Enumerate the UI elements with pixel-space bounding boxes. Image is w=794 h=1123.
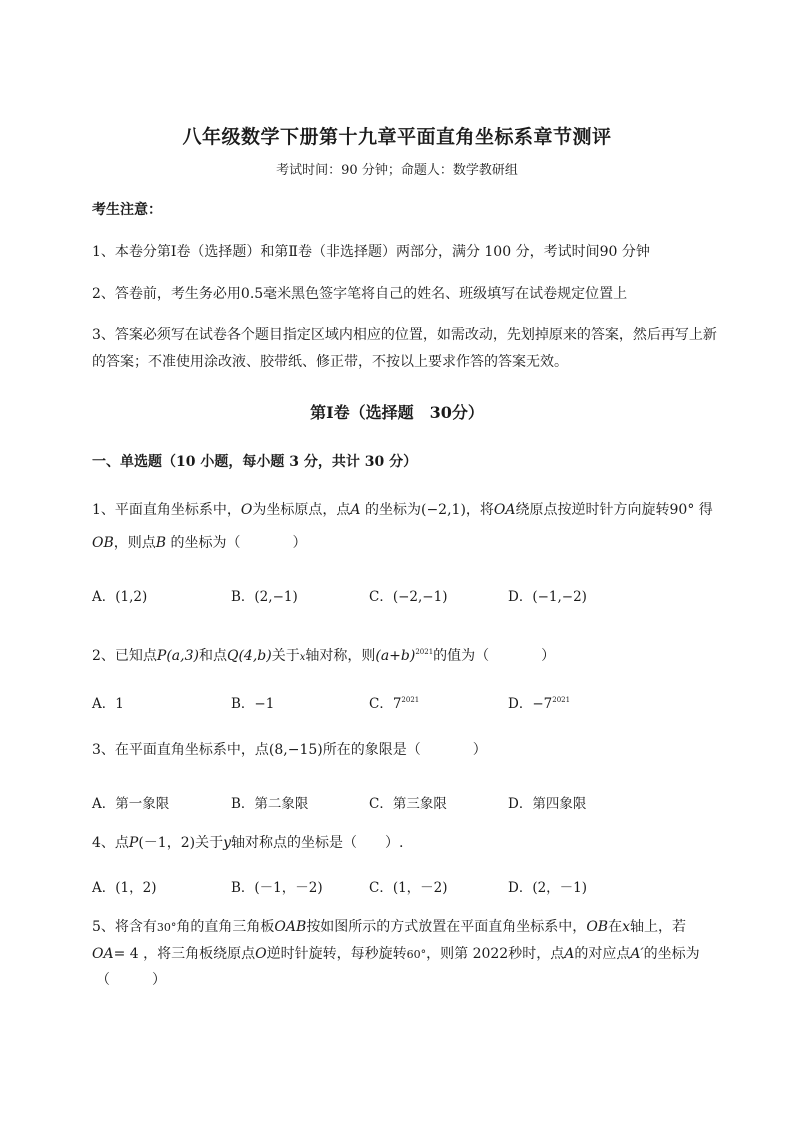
section-title: 第Ⅰ卷（选择题 30分） — [310, 403, 484, 422]
question-4-option-b: B．(－1，－2) — [231, 880, 323, 896]
question-1-option-c: C．(−2,−1) — [369, 589, 448, 605]
notice-item-3-cont: 的答案；不准使用涂改液、胶带纸、修正带，不按以上要求作答的答案无效。 — [92, 354, 568, 370]
page-title: 八年级数学下册第十九章平面直角坐标系章节测评 — [182, 126, 612, 148]
question-2-option-b: B．−1 — [231, 696, 275, 712]
question-number: 3、 — [92, 742, 115, 758]
question-1-option-b: B．(2,−1) — [231, 589, 298, 605]
question-2-option-a: A．1 — [92, 696, 124, 712]
question-4-line-1: 4、点P(－1，2)关于y轴对称点的坐标是（ ）. — [92, 835, 404, 851]
question-5-line-1: 5、将含有30°角的直角三角板OAB按如图所示的方式放置在平面直角坐标系中，OB在x轴上，若 — [92, 919, 686, 935]
question-4-option-d: D．(2，－1) — [508, 880, 588, 896]
question-5-line-3: （ ） — [96, 972, 166, 988]
question-5-line-2: OA= 4 ，将三角板绕原点O逆时针旋转，每秒旋转60°，则第 2022秒时，点A的对应点A′的坐标为 — [92, 946, 700, 962]
question-number: 2、 — [92, 648, 115, 664]
question-1-line-2: OB，则点B 的坐标为（ ） — [92, 535, 307, 551]
question-2-option-c: C．$7^{2021}$ — [369, 696, 420, 712]
question-3-option-d: D．第四象限 — [508, 796, 587, 812]
question-4-option-c: C．(1，－2) — [369, 880, 448, 896]
question-4-option-a: A．(1，2) — [92, 880, 157, 896]
question-3-line-1: 3、在平面直角坐标系中，点(8,−15)所在的象限是（ ） — [92, 742, 487, 758]
notice-item-1: 1、本卷分第Ⅰ卷（选择题）和第Ⅱ卷（非选择题）两部分，满分 100 分，考试时间90 分钟 — [92, 244, 650, 260]
question-3-option-b: B．第二象限 — [231, 796, 309, 812]
question-1-option-a: A．(1,2) — [92, 589, 148, 605]
question-1-line-1: 1、平面直角坐标系中，O为坐标原点，点A 的坐标为(−2,1)，将OA绕原点按逆时针方向旋转90° 得 — [92, 502, 713, 518]
question-1-option-d: D．(−1,−2) — [508, 589, 587, 605]
question-number: 5、 — [92, 919, 115, 935]
question-3-option-a: A．第一象限 — [92, 796, 170, 812]
notice-item-3: 3、答案必须写在试卷各个题目指定区域内相应的位置，如需改动，先划掉原来的答案，然后再写上新 — [92, 327, 717, 343]
part-heading: 一、单选题（10 小题，每小题 3 分，共计 30 分） — [92, 454, 418, 470]
question-3-option-c: C．第三象限 — [369, 796, 447, 812]
notice-item-2: 2、答卷前，考生务必用0.5毫米黑色签字笔将自己的姓名、班级填写在试卷规定位置上 — [92, 286, 628, 302]
question-2-option-d: D．$-7^{2021}$ — [508, 696, 571, 712]
question-number: 1、 — [92, 502, 115, 518]
question-2-line-1: 2、已知点P(a,3)和点Q(4,b)关于x轴对称，则$(a+b)^{2021}$的值为（ ） — [92, 648, 556, 664]
notice-heading: 考生注意： — [92, 202, 162, 218]
exam-subtitle: 考试时间：90 分钟；命题人：数学教研组 — [276, 163, 518, 178]
question-number: 4、 — [92, 835, 115, 851]
